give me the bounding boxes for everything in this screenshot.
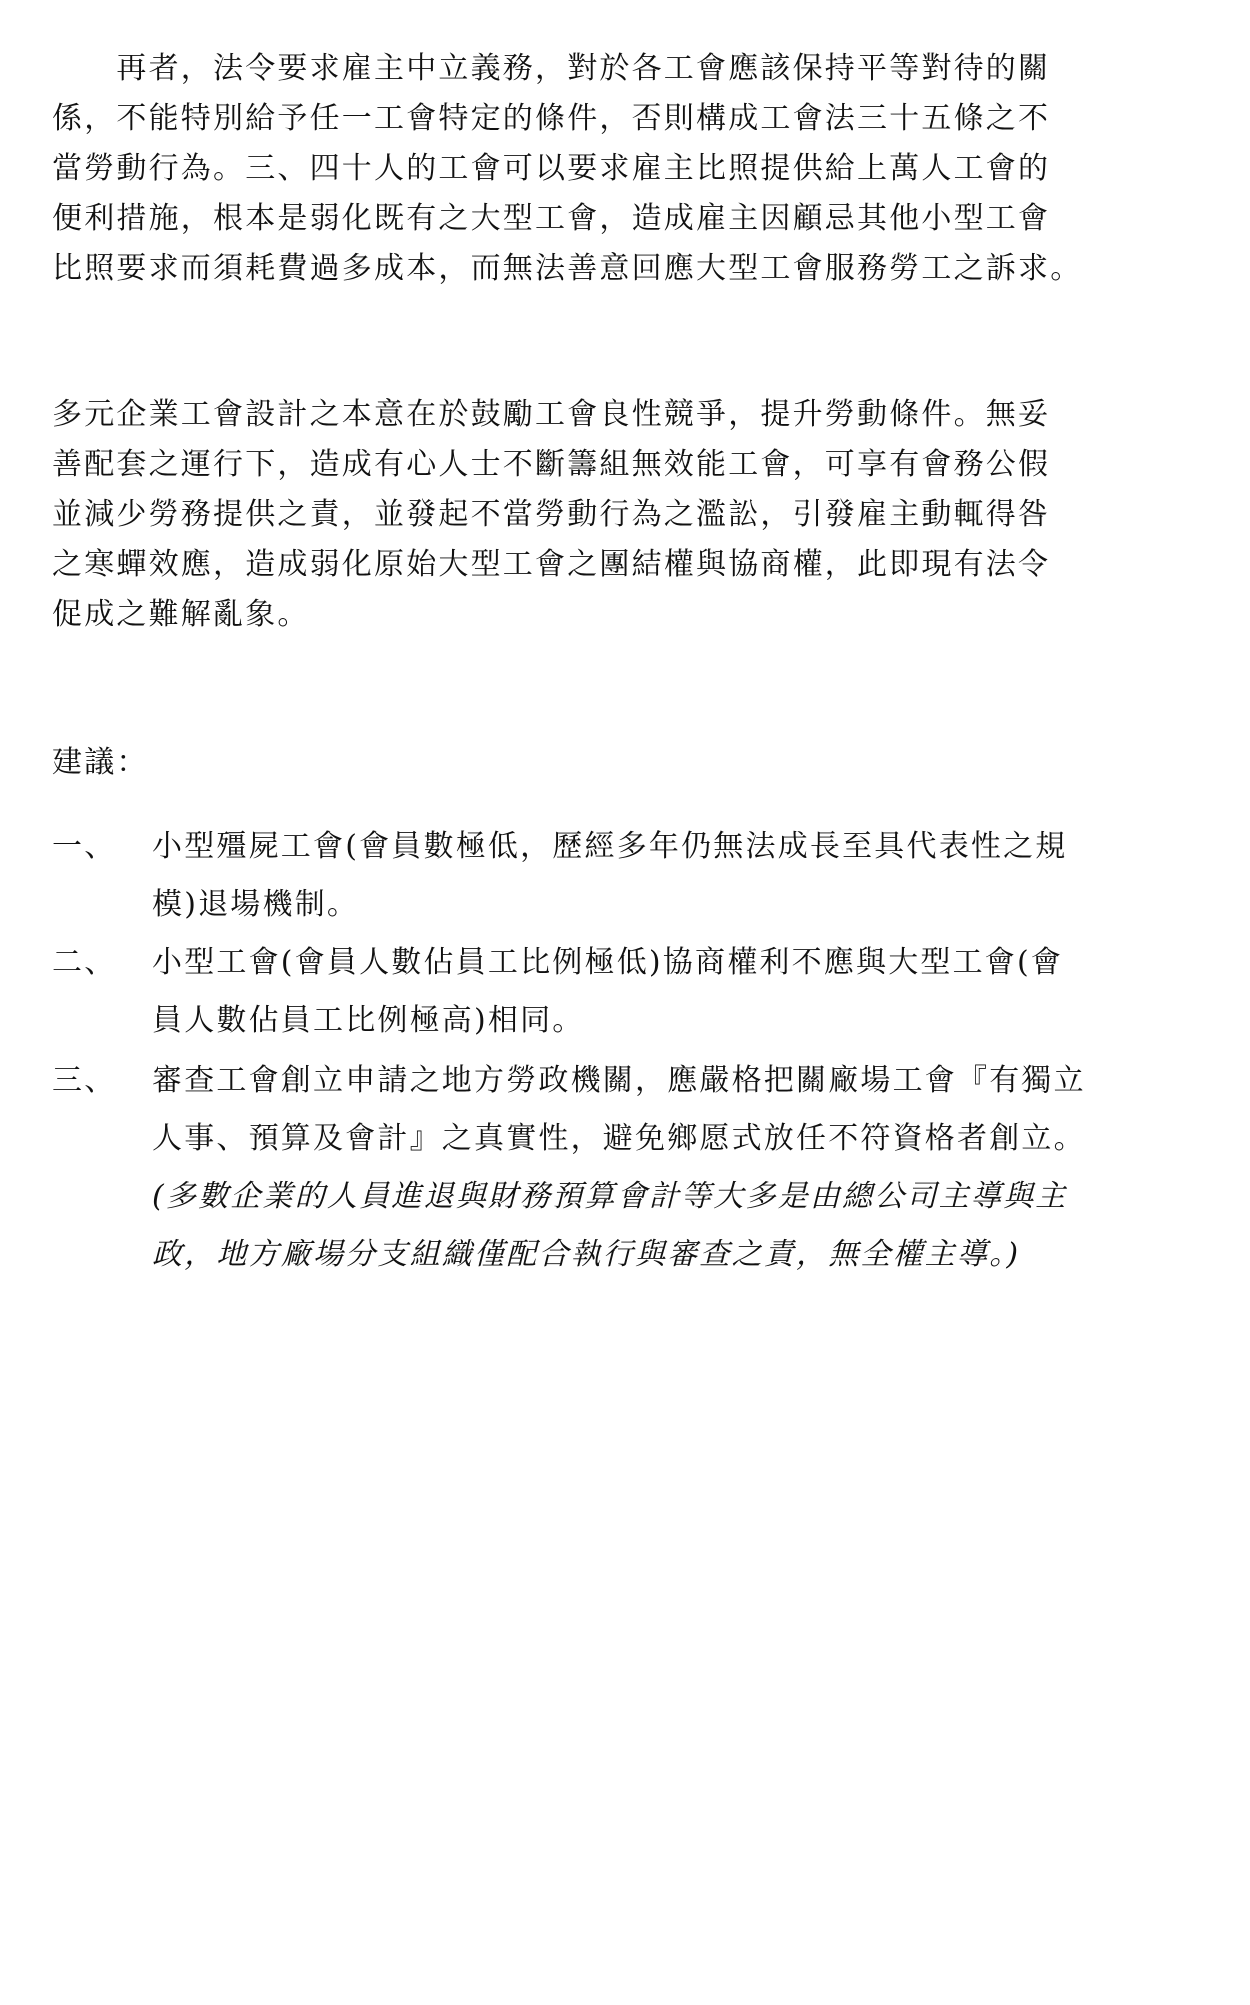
paragraph-multi-union-design [52,390,1202,640]
recommendation-note-line: (多數企業的人員進退與財務預算會計等大多是由總公司主導與主 [152,1179,1068,1214]
paragraph-line: 再者，法令要求雇主中立義務，對於各工會應該保持平等對待的關 [52,51,1051,86]
recommendation-line: 模)退場機制。 [152,887,360,922]
recommendation-line: 小型殭屍工會(會員數極低，歷經多年仍無法成長至具代表性之規 [152,829,1068,864]
paragraph-line: 促成之難解亂象。 [52,597,310,632]
recommendation-body [152,934,1202,1050]
recommendation-number: 二、 [52,945,117,980]
recommendation-number: 一、 [52,829,117,864]
recommendation-line: 小型工會(會員人數佔員工比例極低)協商權利不應與大型工會(會 [152,945,1064,980]
paragraph-line: 之寒蟬效應，造成弱化原始大型工會之團結權與協商權，此即現有法令 [52,547,1051,582]
recommendation-number: 三、 [52,1063,117,1098]
recommendation-body [152,1052,1202,1284]
paragraph-line: 係，不能特別給予任一工會特定的條件，否則構成工會法三十五條之不 [52,101,1051,136]
recommendation-line: 人事、預算及會計』之真實性，避免鄉愿式放任不符資格者創立。 [152,1121,1086,1156]
recommendation-body [152,818,1202,934]
recommendation-line: 審查工會創立申請之地方勞政機關，應嚴格把關廠場工會『有獨立 [152,1063,1086,1098]
paragraph-line: 多元企業工會設計之本意在於鼓勵工會良性競爭，提升勞動條件。無妥 [52,397,1051,432]
recommendations-heading [52,738,1202,788]
paragraph-line: 當勞動行為。三、四十人的工會可以要求雇主比照提供給上萬人工會的 [52,151,1051,186]
paragraph-line: 並減少勞務提供之責，並發起不當勞動行為之濫訟，引發雇主動輒得咎 [52,497,1051,532]
paragraph-employer-neutrality [52,44,1202,294]
paragraph-line: 便利措施，根本是弱化既有之大型工會，造成雇主因顧忌其他小型工會 [52,201,1051,236]
recommendation-note-line: 政，地方廠場分支組織僅配合執行與審查之責，無全權主導。) [152,1237,1021,1272]
paragraph-line: 比照要求而須耗費過多成本，而無法善意回應大型工會服務勞工之訴求。 [52,251,1083,286]
paragraph-line: 善配套之運行下，造成有心人士不斷籌組無效能工會，可享有會務公假 [52,447,1051,482]
recommendation-line: 員人數佔員工比例極高)相同。 [152,1003,585,1038]
heading-text: 建議： [52,745,149,780]
